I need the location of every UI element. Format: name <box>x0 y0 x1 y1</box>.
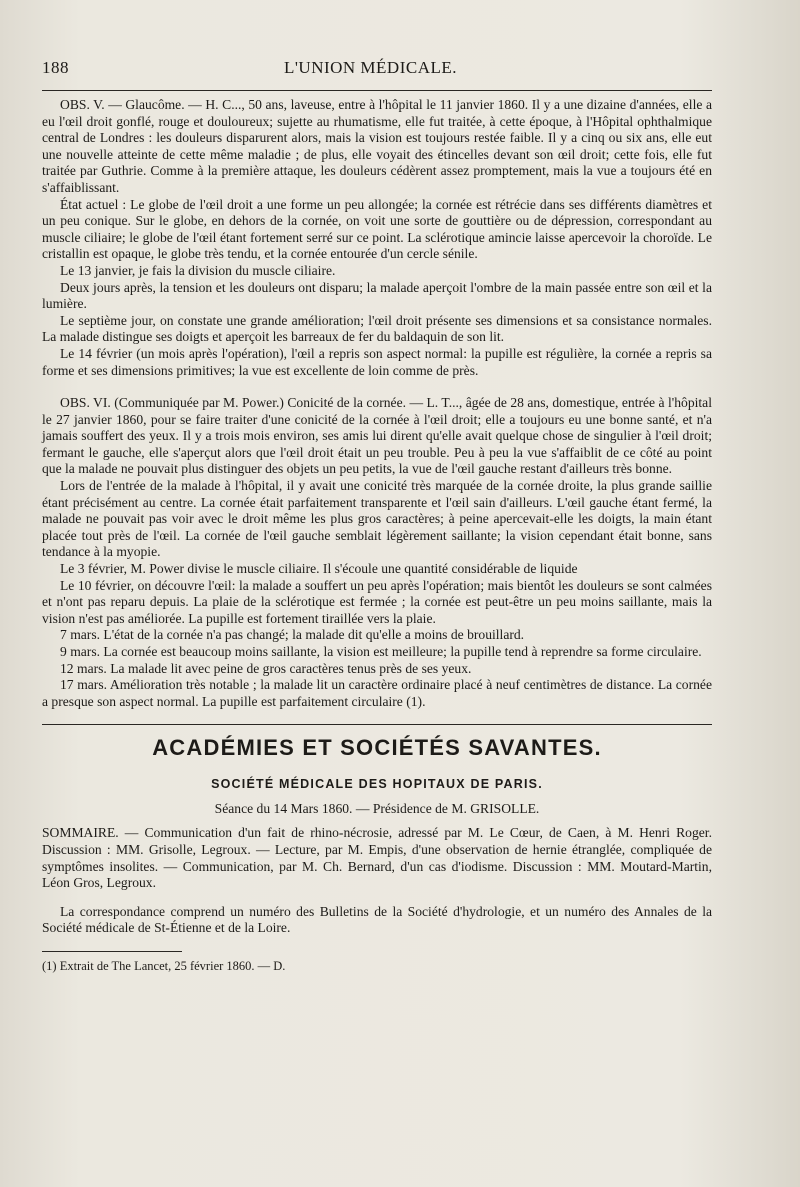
sommaire-paragraph: SOMMAIRE. — Communication d'un fait de rhino-nécrosie, adressé par M. Le Cœur, de Caen, à M. Henri Roger. Discussion : MM. Grisolle, Legroux. — Lecture, par M. Empis, d'une observation de hernie étranglée, compliquée de symptômes insolites. — Communication, par M. Ch. Bernard, d'un cas d'iodisme. Discussion : MM. Moutard-Martin, Léon Gros, Legroux. <box>42 825 712 891</box>
obs6-paragraph: OBS. VI. (Communiquée par M. Power.) Conicité de la cornée. — L. T..., âgée de 28 ans, domestique, entrée à l'hôpital le 27 janvier 1860, pour se faire traiter d'une conicité de la cornée à l'œil droit; elle a toujours eu une bonne santé, et n'a jamais souffert des yeux. Il y a trois mois environ, ses amis lui dirent qu'elle avait quelque chose de singulier à l'œil droit; fermant le gauche, elle s'aperçut alors que l'œil droit était un peu trouble. Peu à peu la vue s'affaiblit de ce côté au point que la malade ne pouvait plus distinguer des objets un peu petits, la vue de l'œil gauche restant d'ailleurs très bonne. <box>42 395 712 477</box>
obs6-paragraph: Lors de l'entrée de la malade à l'hôpital, il y avait une conicité très marquée de la cornée droite, la plus grande saillie étant précisément au centre. La cornée était parfaitement transparente et l'œil sain d'ailleurs. L'œil gauche étant fermé, la malade ne pouvait pas voir avec le droit même les plus gros caractères; à peine apercevait-elle les doigts, la main étant placée tout près de l'œil. La cornée de l'œil gauche semblait légèrement saillante; la vision cependant était bonne, sans tendance à la myopie. <box>42 478 712 560</box>
section-rule <box>42 724 712 725</box>
observation-5 <box>42 97 712 379</box>
obs5-paragraph: État actuel : Le globe de l'œil droit a une forme un peu allongée; la cornée est rétrécie dans ses différents diamètres et un peu conique. Sur le globe, en dehors de la cornée, on voit une sorte de gouttière ou de dépression, correspondant au muscle ciliaire; le globe de l'œil étant fortement serré sur ce point. La sclérotique amincie laisse apercevoir la choroïde. Le cristallin est opaque, le globe très tendu, et la cornée entourée d'un cercle sénile. <box>42 196 712 262</box>
footnote-rule <box>42 951 182 952</box>
page-number: 188 <box>42 58 69 77</box>
obs6-paragraph: Le 10 février, on découvre l'œil: la malade a souffert un peu après l'opération; mais bientôt les douleurs se sont calmées et n'ont pas reparu depuis. La plaie de la sclérotique est fermée ; la cornée est peut-être un peu moins saillante, mais la vision n'est pas améliorée. La pupille est fortement tiraillée vers la plaie. <box>42 577 712 626</box>
obs5-paragraph: Le 14 février (un mois après l'opération), l'œil a repris son aspect normal: la pupille est régulière, la cornée a repris sa forme et ses dimensions primitives; la vue est excellente de loin comme de près. <box>42 345 712 378</box>
obs5-paragraph: Deux jours après, la tension et les douleurs ont disparu; la malade aperçoit l'ombre de la main passée entre son œil et la lumière. <box>42 279 712 312</box>
society-heading: SOCIÉTÉ MÉDICALE DES HOPITAUX DE PARIS. <box>211 777 543 792</box>
seance-line: Séance du 14 Mars 1860. — Présidence de M. GRISOLLE. <box>214 801 540 817</box>
obs6-paragraph: 12 mars. La malade lit avec peine de gros caractères tenus près de ses yeux. <box>60 660 472 676</box>
observation-6 <box>42 395 712 710</box>
footnote: (1) Extrait de The Lancet, 25 février 1860. — D. <box>42 958 286 973</box>
obs6-paragraph: 7 mars. L'état de la cornée n'a pas changé; la malade dit qu'elle a moins de brouillard. <box>60 627 525 643</box>
obs5-paragraph: Le septième jour, on constate une grande amélioration; l'œil droit présente ses dimensions et sa consistance normales. La malade distingue ses doigts et aperçoit les barreaux de fer du baldaquin de son lit. <box>42 312 712 345</box>
obs5-paragraph: OBS. V. — Glaucôme. — H. C..., 50 ans, laveuse, entre à l'hôpital le 11 janvier 1860. Il y a une dizaine d'années, elle a eu l'œil droit gonflé, rouge et douloureux; sujette au rhumatisme, elle fut traitée, à cette époque, à l'Hôpital ophthalmique central de Londres : les douleurs disparurent alors, mais la vision est toujours restée faible. Il y a cinq ou six ans, elle eut une nouvelle atteinte de cette même maladie ; de plus, elle voyait des étincelles devant son œil droit; cette fois, elle fut traitée par Guthrie. Comme à la première attaque, les douleurs cédèrent assez promptement, mais la vue a toujours été en s'affaiblissant. <box>42 97 712 195</box>
header-rule <box>42 90 712 91</box>
obs6-paragraph: 17 mars. Amélioration très notable ; la malade lit un caractère ordinaire placé à neuf centimètres de distance. La cornée a presque son aspect normal. La pupille est parfaitement circulaire (1). <box>42 677 712 709</box>
running-title: L'UNION MÉDICALE. <box>283 58 458 77</box>
section-title: ACADÉMIES ET SOCIÉTÉS SAVANTES. <box>152 735 602 761</box>
page-header <box>42 58 712 78</box>
obs6-paragraph: 9 mars. La cornée est beaucoup moins saillante, la vision est meilleure; la pupille tend à reprendre sa forme circulaire. <box>60 644 702 659</box>
correspondance-paragraph: La correspondance comprend un numéro des Bulletins de la Société d'hydrologie, et un numéro des Annales de la Société médicale de St-Étienne et de la Loire. <box>42 903 712 936</box>
obs6-paragraph: Le 3 février, M. Power divise le muscle ciliaire. Il s'écoule une quantité considérable de liquide <box>60 561 578 577</box>
obs5-paragraph: Le 13 janvier, je fais la division du muscle ciliaire. <box>60 262 336 278</box>
